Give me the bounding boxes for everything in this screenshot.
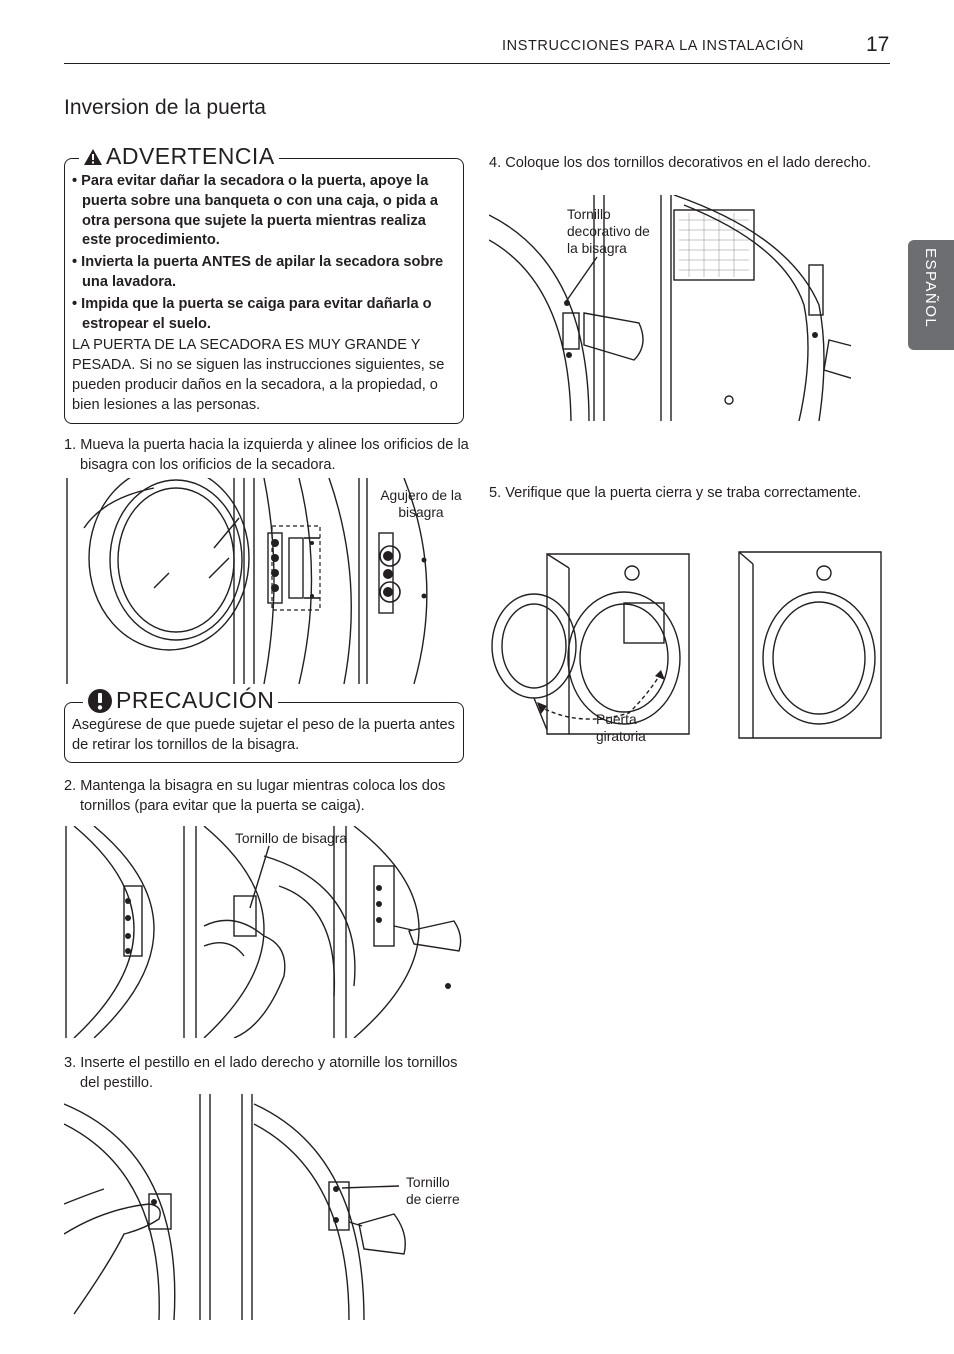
caution-box	[64, 687, 464, 763]
decorative-screw-illustration	[489, 195, 851, 421]
warning-title: ADVERTENCIA	[79, 143, 279, 170]
warning-bullet: • Para evitar dañar la secadora o la puerta, apoye la puerta sobre una banqueta o con una caja, o pida a otra persona que sujete la puerta mientras realiza este procedimiento.	[72, 173, 438, 249]
header-title: INSTRUCCIONES PARA LA INSTALACIÓN	[502, 38, 805, 54]
step-4-text: 4. Coloque los dos tornillos decorativos en el lado derecho.	[489, 155, 872, 171]
caution-body: Asegúrese de que puede sujetar el peso de la puerta antes de retirar los tornillos de la bisagra.	[72, 717, 455, 753]
section-title: Inversion de la puerta	[64, 96, 266, 119]
step-1-figure	[64, 478, 464, 684]
language-tab	[908, 240, 954, 350]
warning-bullet: • Impida que la puerta se caiga para evitar dañarla o estropear el suelo.	[72, 295, 432, 332]
hinge-screw-installation-illustration	[64, 826, 464, 1038]
step-3-text: 3. Inserte el pestillo en el lado derecho y atornille los tornillos del pestillo.	[64, 1055, 458, 1091]
latch-screw-illustration	[64, 1094, 464, 1320]
latch-screw-label: Tornillo de cierre	[406, 1175, 460, 1207]
hinge-screw-label: Tornillo de bisagra	[235, 831, 347, 846]
step-3-figure	[64, 1094, 464, 1320]
step-4-figure	[489, 195, 851, 421]
caution-exclamation-icon	[87, 688, 113, 714]
step-2-figure	[64, 826, 464, 1038]
page-number: 17	[866, 33, 890, 56]
step-2-text: 2. Mantenga la bisagra en su lugar mientras coloca los dos tornillos (para evitar que la puerta se caiga).	[64, 778, 446, 814]
hinge-hole-label: Agujero de la bisagra	[380, 488, 462, 520]
warning-box	[64, 143, 464, 424]
decorative-screw-label: Tornillo decorativo de la bisagra	[567, 207, 650, 256]
caution-title: PRECAUCIÓN	[83, 687, 278, 714]
step-5-figure	[489, 548, 889, 748]
step-5-text: 5. Verifique que la puerta cierra y se traba correctamente.	[489, 485, 862, 501]
warning-bullet: • Invierta la puerta ANTES de apilar la secadora sobre una lavadora.	[72, 254, 444, 290]
warning-triangle-icon	[83, 148, 103, 166]
language-tab-label: ESPAÑOL	[922, 248, 939, 329]
swinging-door-label: Puerta giratoria	[596, 712, 646, 744]
step-1-text: 1. Mueva la puerta hacia la izquierda y alinee los orificios de la bisagra con los orificios de la secadora.	[64, 437, 469, 473]
warning-body: LA PUERTA DE LA SECADORA ES MUY GRANDE Y PESADA. Si no se siguen las instrucciones siguientes, se pueden producir daños en la secadora, a la propiedad, o bien lesiones a las personas.	[72, 337, 445, 413]
door-swing-check-illustration	[489, 548, 889, 748]
header-rule	[64, 63, 890, 64]
